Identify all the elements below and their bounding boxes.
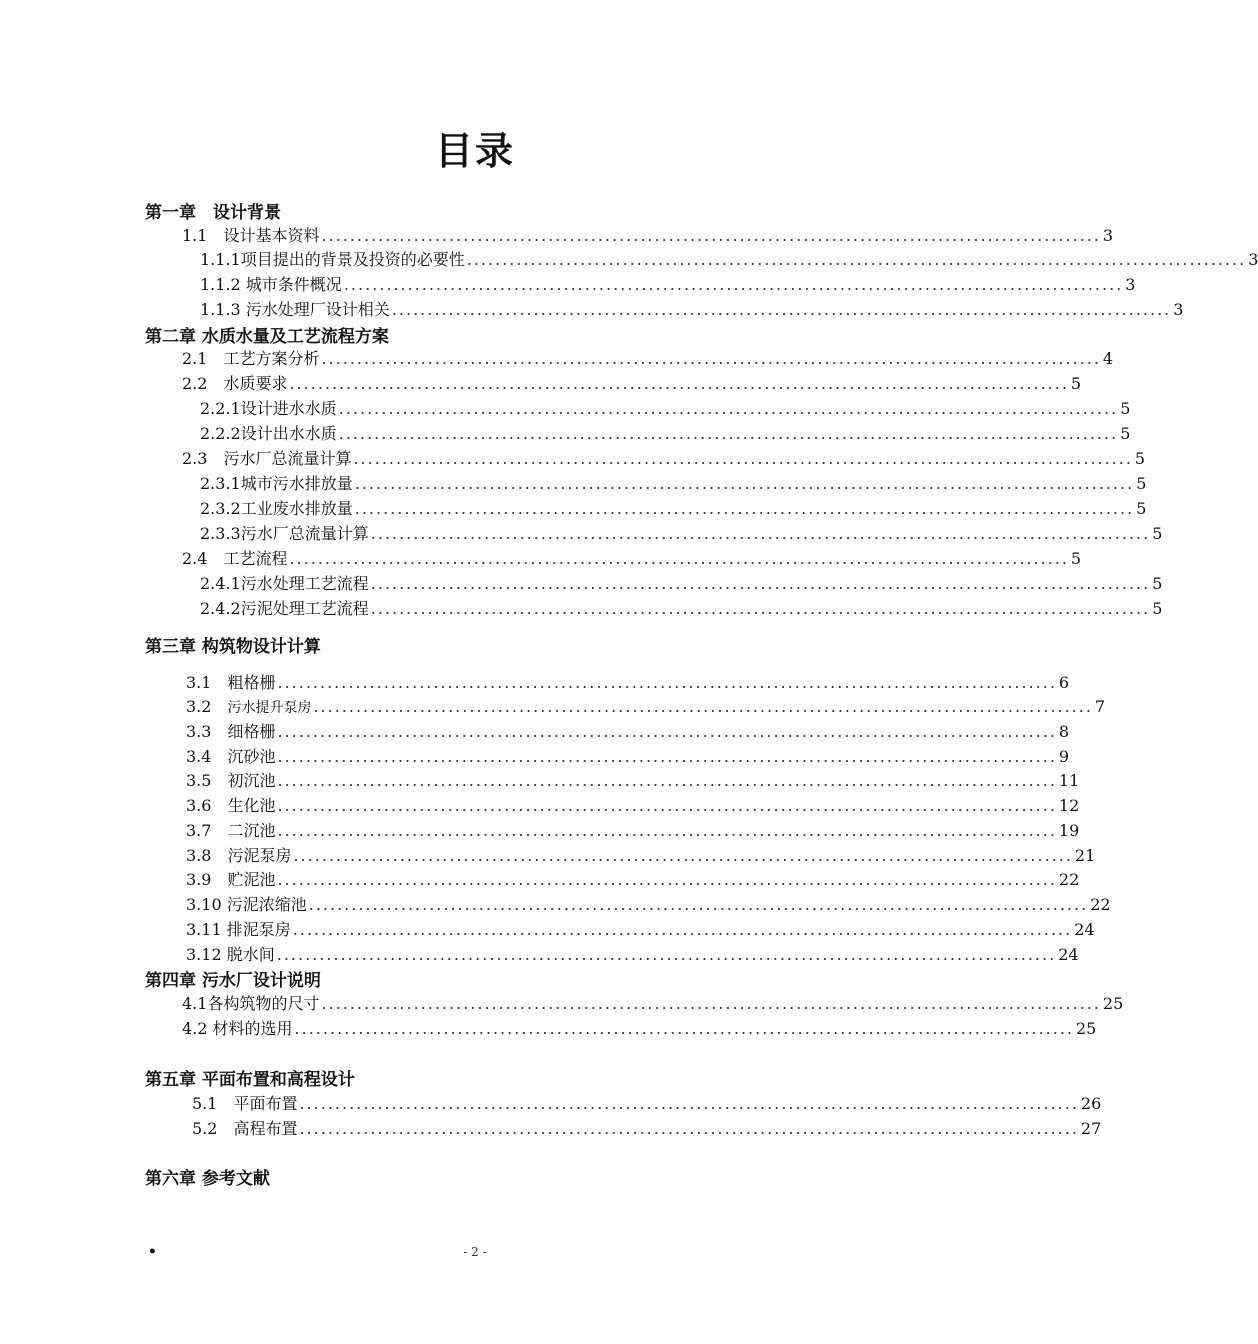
entry-number: 2.4.2 xyxy=(200,599,241,618)
entry-number: 2.3.1 xyxy=(200,474,241,493)
entry-number: 2.4.1 xyxy=(200,574,241,593)
entry-number: 2.3.3 xyxy=(200,524,241,543)
toc-entry[interactable] xyxy=(182,991,1124,1015)
entry-page: 21 xyxy=(1074,846,1096,865)
entry-number: 2.4 xyxy=(182,549,224,568)
dot-leader: .............................................................................................................. xyxy=(354,474,1135,493)
dot-leader: .............................................................................................................. xyxy=(289,549,1069,568)
entry-page: 12 xyxy=(1058,796,1080,815)
entry-label: 水质要求 xyxy=(223,374,288,393)
entry-page: 3 xyxy=(1173,300,1184,319)
toc-entry[interactable] xyxy=(182,446,1146,470)
entry-page: 5 xyxy=(1136,474,1147,493)
entry-page: 5 xyxy=(1152,574,1163,593)
entry-page: 5 xyxy=(1134,449,1146,468)
toc-entry[interactable] xyxy=(186,867,1080,891)
entry-label: 工艺方案分析 xyxy=(223,349,320,368)
dot-leader: .............................................................................................................. xyxy=(321,994,1101,1013)
entry-page: 22 xyxy=(1058,870,1080,889)
entry-label: 项目提出的背景及投资的必要性 xyxy=(240,250,465,269)
dot-leader: .............................................................................................................. xyxy=(370,599,1151,618)
entry-label: 城市条件概况 xyxy=(240,275,342,294)
entry-number: 1.1.3 xyxy=(200,300,241,319)
page-number: - 2 - xyxy=(463,1245,487,1259)
entry-label: 污水厂总流量计算 xyxy=(223,449,352,468)
entry-label: 平面布置 xyxy=(233,1094,298,1113)
entry-page: 19 xyxy=(1058,821,1080,840)
entry-page: 5 xyxy=(1152,599,1163,618)
entry-label: 污泥处理工艺流程 xyxy=(240,599,369,618)
toc-entry[interactable] xyxy=(200,521,1163,545)
entry-page: 25 xyxy=(1102,994,1124,1013)
entry-label: 二沉池 xyxy=(227,821,276,840)
entry-number: 3.2 xyxy=(186,697,228,716)
dot-leader: .............................................................................................................. xyxy=(276,945,1057,964)
entry-page: 5 xyxy=(1070,549,1082,568)
toc-entry[interactable] xyxy=(186,744,1070,768)
toc-entry[interactable] xyxy=(192,1116,1102,1140)
entry-number: 5.2 xyxy=(192,1119,234,1138)
toc-entry[interactable] xyxy=(200,571,1163,595)
entry-page: 22 xyxy=(1090,895,1111,914)
entry-number: 2.2.1 xyxy=(200,399,241,418)
dot-leader: .............................................................................................................. xyxy=(292,920,1073,939)
entry-page: 24 xyxy=(1074,920,1095,939)
entry-number: 3.4 xyxy=(186,747,228,766)
entry-number: 1.1.1 xyxy=(200,250,241,269)
entry-label: 生化池 xyxy=(227,796,276,815)
entry-number: 1.1.2 xyxy=(200,275,241,294)
entry-page: 5 xyxy=(1070,374,1082,393)
page-title: 目录 xyxy=(434,129,515,173)
entry-page: 3 xyxy=(1102,226,1114,245)
entry-label: 污泥泵房 xyxy=(227,846,292,865)
entry-label: 污泥浓缩池 xyxy=(226,895,307,914)
entry-page: 5 xyxy=(1120,424,1131,443)
entry-page: 11 xyxy=(1058,771,1080,790)
dot-leader: .............................................................................................................. xyxy=(299,1094,1079,1113)
entry-number: 3.8 xyxy=(186,846,228,865)
entry-label: 初沉池 xyxy=(227,771,276,790)
entry-number: 3.1 xyxy=(186,673,228,692)
entry-number: 3.3 xyxy=(186,722,228,741)
entry-label: 脱水间 xyxy=(226,945,275,964)
entry-number: 3.12 xyxy=(186,945,227,964)
entry-number: 2.3.2 xyxy=(200,499,241,518)
entry-label: 污水处理厂设计相关 xyxy=(240,300,390,319)
dot-leader: .............................................................................................................. xyxy=(308,895,1089,914)
toc-entry[interactable] xyxy=(200,272,1136,296)
toc-entry[interactable] xyxy=(182,1016,1097,1040)
toc-entry[interactable] xyxy=(200,297,1184,321)
entry-label: 细格栅 xyxy=(227,722,276,741)
entry-number: 2.1 xyxy=(182,349,224,368)
entry-label: 各构筑物的尺寸 xyxy=(207,994,320,1013)
dot-leader: .............................................................................................................. xyxy=(353,449,1133,468)
entry-label: 设计出水水质 xyxy=(240,424,337,443)
dot-leader: .............................................................................................................. xyxy=(277,722,1057,741)
dot-leader: .............................................................................................................. xyxy=(338,399,1119,418)
toc-entry[interactable] xyxy=(186,670,1070,694)
entry-label: 污水厂总流量计算 xyxy=(240,524,369,543)
dot-leader: .............................................................................................................. xyxy=(391,300,1172,319)
entry-page: 27 xyxy=(1080,1119,1102,1138)
entry-page: 26 xyxy=(1080,1094,1102,1113)
dot-leader: .............................................................................................................. xyxy=(277,673,1057,692)
entry-label: 工艺流程 xyxy=(223,549,288,568)
dot-leader: .............................................................................................................. xyxy=(293,846,1073,865)
entry-label: 沉砂池 xyxy=(227,747,276,766)
entry-page: 4 xyxy=(1102,349,1114,368)
entry-page: 6 xyxy=(1058,673,1070,692)
entry-page: 5 xyxy=(1152,524,1163,543)
entry-label: 设计基本资料 xyxy=(223,226,320,245)
toc-entry[interactable] xyxy=(186,892,1111,916)
toc-entry[interactable] xyxy=(186,818,1080,842)
entry-label: 污水处理工艺流程 xyxy=(240,574,369,593)
entry-number: 3.11 xyxy=(186,920,227,939)
entry-page: 25 xyxy=(1076,1019,1097,1038)
entry-page: 8 xyxy=(1058,722,1070,741)
entry-page: 5 xyxy=(1120,399,1131,418)
entry-page: 5 xyxy=(1136,499,1147,518)
entry-number: 3.10 xyxy=(186,895,227,914)
dot-leader: .............................................................................................................. xyxy=(299,1119,1079,1138)
entry-label: 材料的选用 xyxy=(212,1019,293,1038)
toc-entry[interactable] xyxy=(186,843,1096,867)
toc-entry[interactable] xyxy=(186,694,1106,718)
toc-entry[interactable] xyxy=(182,546,1082,570)
dot-leader: .............................................................................................................. xyxy=(354,499,1135,518)
entry-number: 2.2 xyxy=(182,374,224,393)
dot-leader: .............................................................................................................. xyxy=(343,275,1124,294)
dot-leader: .............................................................................................................. xyxy=(370,524,1151,543)
entry-label: 设计进水水质 xyxy=(240,399,337,418)
entry-label: 贮泥池 xyxy=(227,870,276,889)
entry-page: 3 xyxy=(1125,275,1136,294)
dot-leader: .............................................................................................................. xyxy=(313,697,1093,716)
entry-number: 4.1 xyxy=(182,994,208,1013)
toc-entry[interactable] xyxy=(182,371,1082,395)
toc-entry[interactable] xyxy=(182,223,1114,247)
toc-entry[interactable] xyxy=(200,247,1258,271)
entry-number: 3.9 xyxy=(186,870,228,889)
dot-leader: .............................................................................................................. xyxy=(338,424,1119,443)
chapter-heading: 第四章 污水厂设计说明 xyxy=(145,971,321,991)
dot-leader: .............................................................................................................. xyxy=(370,574,1151,593)
toc-entry[interactable] xyxy=(182,346,1114,370)
toc-entry[interactable] xyxy=(200,596,1163,620)
chapter-heading: 第一章 设计背景 xyxy=(145,203,281,223)
dot-leader: .............................................................................................................. xyxy=(277,796,1057,815)
entry-label: 排泥泵房 xyxy=(226,920,291,939)
entry-label: 城市污水排放量 xyxy=(240,474,353,493)
toc-entry[interactable] xyxy=(186,917,1095,941)
toc-entry[interactable] xyxy=(186,793,1080,817)
toc-entry[interactable] xyxy=(200,496,1147,520)
chapter-heading: 第三章 构筑物设计计算 xyxy=(145,637,321,657)
chapter-heading: 第六章 参考文献 xyxy=(145,1169,270,1189)
entry-page: 7 xyxy=(1094,697,1106,716)
dot-leader: .............................................................................................................. xyxy=(294,1019,1074,1038)
entry-label: 工业废水排放量 xyxy=(240,499,353,518)
dot-leader: .............................................................................................................. xyxy=(277,747,1057,766)
toc-entry[interactable] xyxy=(186,942,1079,966)
entry-number: 2.2.2 xyxy=(200,424,241,443)
dot-leader: .............................................................................................................. xyxy=(466,250,1247,269)
toc-entry[interactable] xyxy=(192,1091,1102,1115)
entry-number: 1.1 xyxy=(182,226,224,245)
entry-number: 4.2 xyxy=(182,1019,213,1038)
entry-number: 2.3 xyxy=(182,449,224,468)
entry-page: 24 xyxy=(1058,945,1079,964)
entry-label: 污水提升泵房 xyxy=(227,700,312,716)
entry-label: 高程布置 xyxy=(233,1119,298,1138)
toc-entry[interactable] xyxy=(200,421,1131,445)
toc-entry[interactable] xyxy=(186,719,1070,743)
entry-label: 粗格栅 xyxy=(227,673,276,692)
toc-entry[interactable] xyxy=(200,471,1147,495)
footer-bullet: • xyxy=(148,1244,157,1260)
chapter-heading: 第二章 水质水量及工艺流程方案 xyxy=(145,327,389,347)
toc-entry[interactable] xyxy=(200,396,1131,420)
entry-number: 5.1 xyxy=(192,1094,234,1113)
dot-leader: .............................................................................................................. xyxy=(321,226,1101,245)
toc-entry[interactable] xyxy=(186,768,1080,792)
entry-number: 3.7 xyxy=(186,821,228,840)
dot-leader: .............................................................................................................. xyxy=(277,771,1057,790)
dot-leader: .............................................................................................................. xyxy=(277,821,1057,840)
dot-leader: .............................................................................................................. xyxy=(277,870,1057,889)
entry-page: 9 xyxy=(1058,747,1070,766)
dot-leader: .............................................................................................................. xyxy=(321,349,1101,368)
chapter-heading: 第五章 平面布置和高程设计 xyxy=(145,1070,355,1090)
entry-number: 3.6 xyxy=(186,796,228,815)
entry-number: 3.5 xyxy=(186,771,228,790)
dot-leader: .............................................................................................................. xyxy=(289,374,1069,393)
entry-page: 3 xyxy=(1248,250,1258,269)
